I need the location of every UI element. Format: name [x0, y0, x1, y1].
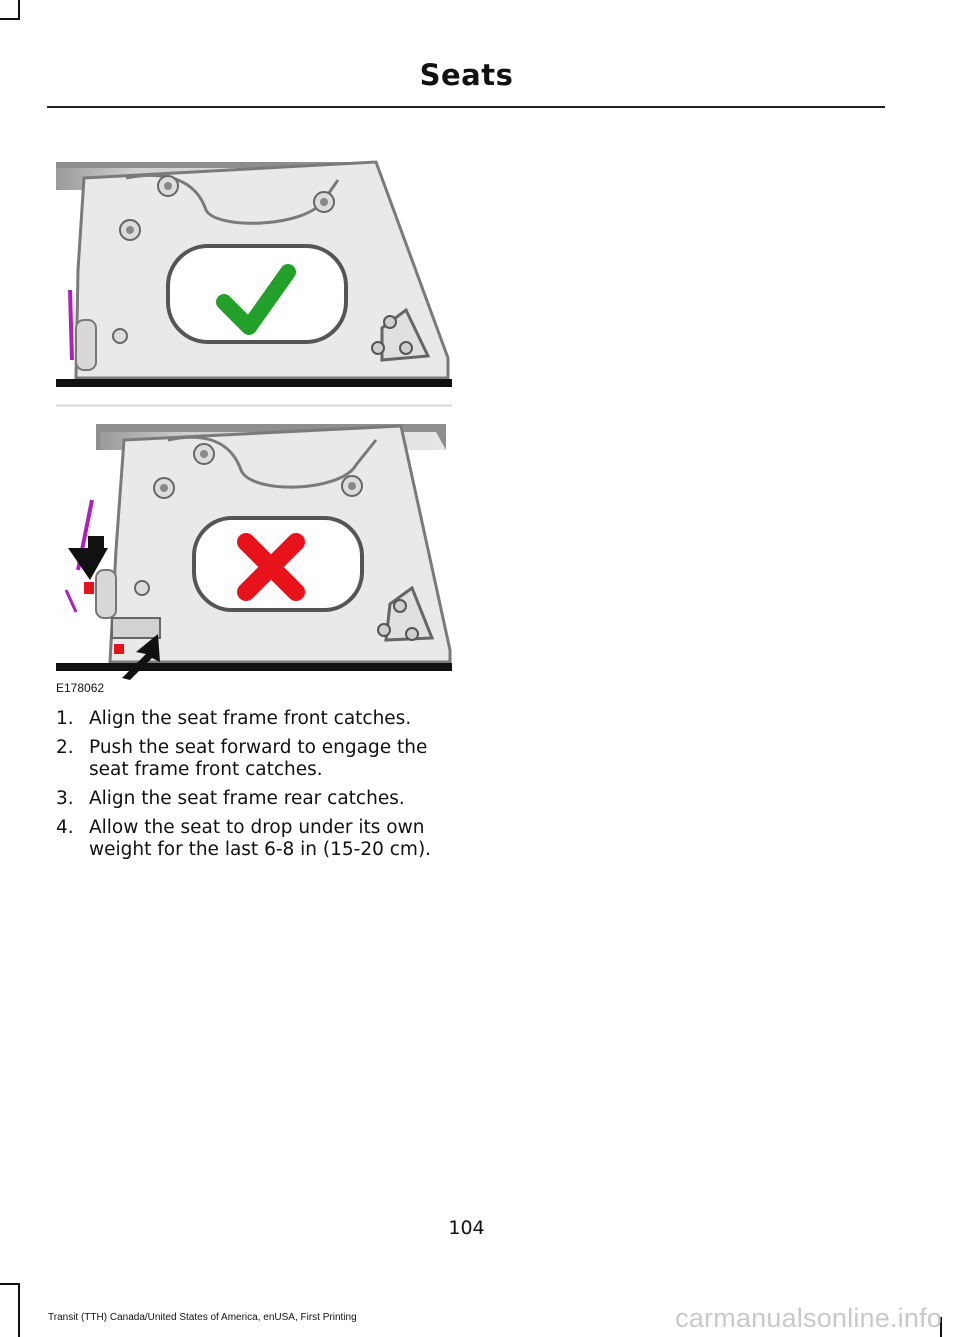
seat-frame-figure	[56, 150, 452, 695]
watermark: carmanualsonline.info	[675, 1303, 942, 1333]
list-item: 4. Allow the seat to drop under its own weight for the last 6-8 in (15-20 cm).	[56, 817, 432, 860]
instruction-steps	[56, 708, 456, 868]
header-divider	[47, 106, 885, 108]
page-title: Seats	[419, 58, 514, 92]
crop-mark	[18, 0, 20, 20]
figure-code: E178062	[56, 681, 105, 695]
crop-mark	[0, 18, 20, 20]
crop-mark	[18, 1283, 20, 1337]
list-item: 2. Push the seat forward to engage the seat frame front catches.	[56, 737, 428, 780]
correct-panel	[56, 162, 452, 387]
crop-mark	[0, 1283, 20, 1285]
list-item: 3. Align the seat frame rear catches.	[56, 788, 405, 809]
page-number: 104	[448, 1217, 485, 1239]
panel-separator	[56, 404, 452, 407]
list-item: 1. Align the seat frame front catches.	[56, 708, 412, 729]
seat-frame-illustration	[56, 150, 452, 680]
footer-text: Transit (TTH) Canada/United States of America, enUSA, First Printing	[48, 1312, 357, 1323]
incorrect-panel	[56, 424, 452, 680]
